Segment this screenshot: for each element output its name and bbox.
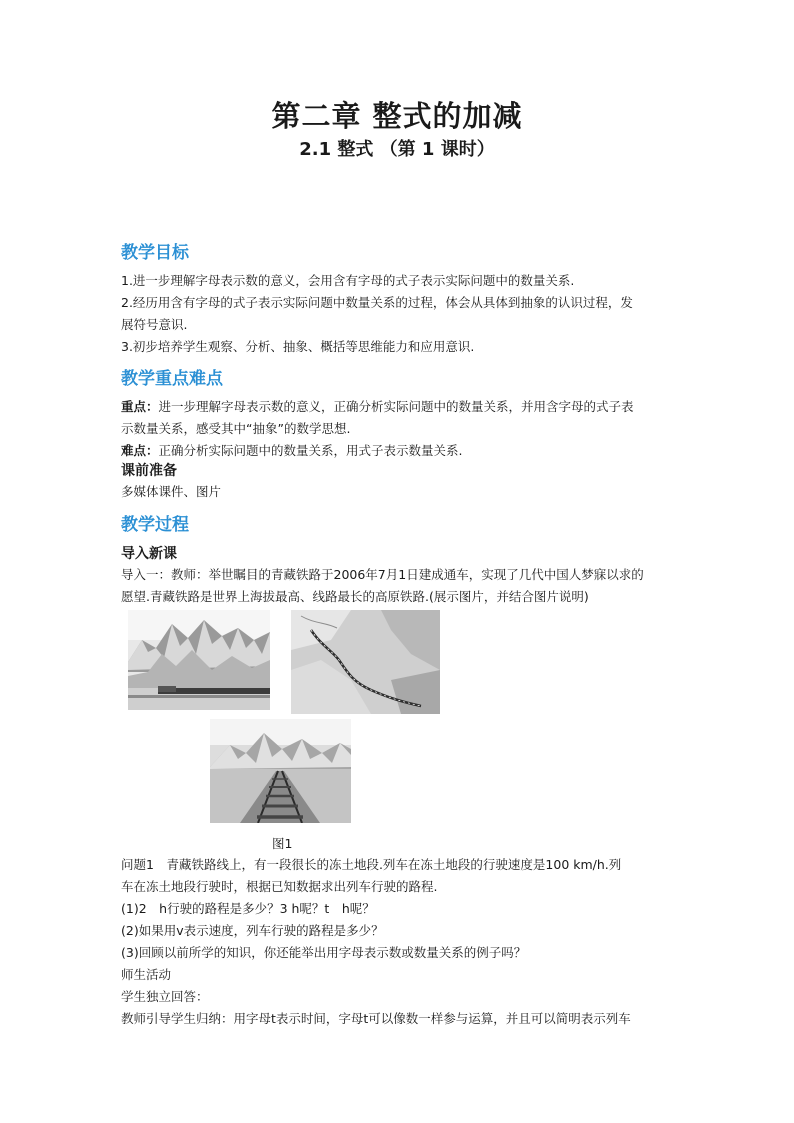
- difficult-point-text: 正确分析实际问题中的数量关系，用式子表示数量关系.: [158, 443, 463, 458]
- question-1-line-2: 车在冻土地段行驶时，根据已知数据求出列车行驶的路程.: [121, 879, 438, 894]
- railway-photo-tracks: [210, 719, 351, 823]
- teacher-summary-line: 教师引导学生归纳：用字母t表示时间，字母t可以像数一样参与运算，并且可以简明表示列车: [121, 1011, 631, 1026]
- sub-question-2: (2)如果用v表示速度，列车行驶的路程是多少？: [121, 923, 384, 938]
- lesson-subtitle: 2.1 整式 （第 1 课时）: [299, 139, 495, 160]
- section-heading-prep: 课前准备: [121, 463, 177, 479]
- chapter-title: 第二章 整式的加减: [271, 99, 523, 133]
- prep-text: 多媒体课件、图片: [121, 484, 222, 499]
- key-point-text: 进一步理解字母表示数的意义，正确分析实际问题中的数量关系，并用含字母的式子表: [158, 399, 634, 414]
- goal-item-3: 3.初步培养学生观察、分析、抽象、概括等思维能力和应用意识.: [121, 339, 475, 354]
- key-point-label: 重点：: [121, 399, 159, 414]
- section-heading-process: 教学过程: [121, 515, 189, 535]
- goal-item-2-cont: 展符号意识.: [121, 317, 188, 332]
- sub-question-3: (3)回顾以前所学的知识，你还能举出用字母表示数或数量关系的例子吗？: [121, 945, 527, 960]
- question-1-line-1: 问题1 青藏铁路线上，有一段很长的冻土地段.列车在冻土地段的行驶速度是100 km/h.列: [121, 857, 622, 872]
- goal-item-2: 2.经历用含有字母的式子表示实际问题中数量关系的过程，体会从具体到抽象的认识过程，发: [121, 295, 633, 310]
- intro-line-2: 愿望.青藏铁路是世界上海拔最高、线路最长的高原铁路.(展示图片，并结合图片说明): [121, 589, 589, 604]
- intro-line-1: 导入一：教师：举世瞩目的青藏铁路于2006年7月1日建成通车，实现了几代中国人梦寐以求的: [121, 567, 644, 582]
- figure-caption: 图1: [272, 836, 293, 851]
- section-heading-goals: 教学目标: [121, 243, 189, 263]
- intro-heading: 导入新课: [121, 546, 177, 562]
- sub-question-1: (1)2 h行驶的路程是多少？3 h呢？t h呢？: [121, 901, 375, 916]
- goal-item-1: 1.进一步理解字母表示数的意义，会用含有字母的式子表示实际问题中的数量关系.: [121, 273, 575, 288]
- difficult-point-line: [121, 440, 463, 462]
- activity-label: 师生活动: [121, 967, 172, 982]
- student-answer-label: 学生独立回答：: [121, 989, 209, 1004]
- difficult-point-label: 难点：: [121, 443, 159, 458]
- railway-photo-aerial-bridge: [291, 610, 440, 714]
- key-point-cont: 示数量关系，感受其中“抽象”的数学思想.: [121, 421, 351, 436]
- railway-photo-mountain-train: [128, 610, 270, 710]
- section-heading-keypoints: 教学重点难点: [121, 369, 223, 389]
- key-point-line: [121, 396, 634, 418]
